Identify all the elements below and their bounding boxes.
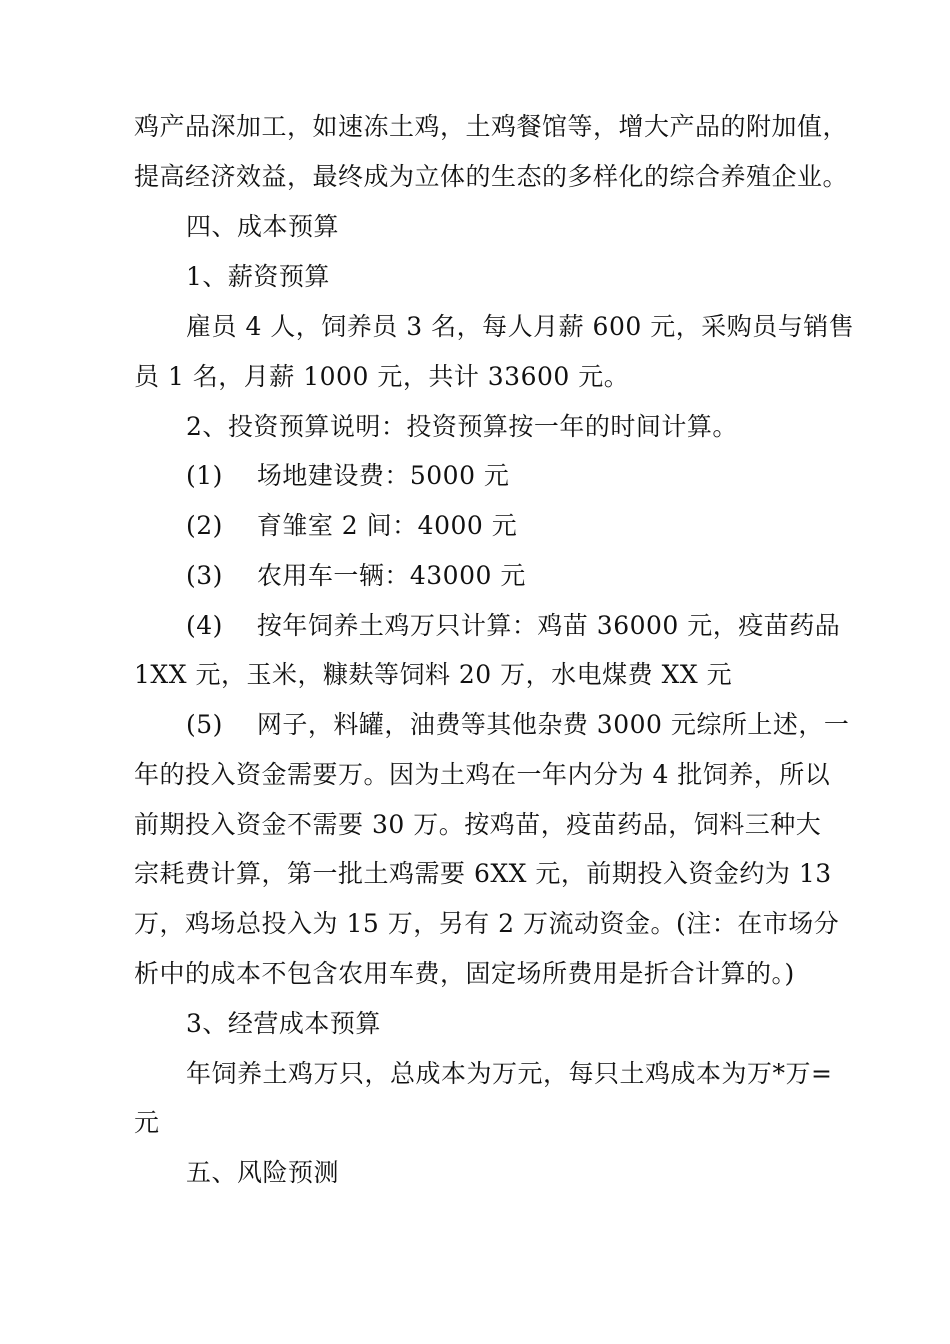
section-heading: 五、风险预测 bbox=[186, 1158, 340, 1187]
list-item: (4) 按年饲养土鸡万只计算：鸡苗 36000 元，疫苗药品 bbox=[186, 611, 841, 640]
paragraph-line: 元 bbox=[134, 1108, 160, 1137]
list-item: (2) 育雏室 2 间：4000 元 bbox=[186, 511, 518, 540]
list-item: (1) 场地建设费：5000 元 bbox=[186, 461, 510, 490]
paragraph-line: 员 1 名，月薪 1000 元，共计 33600 元。 bbox=[134, 362, 630, 391]
list-item: (5) 网子，料罐，油费等其他杂费 3000 元综所上述，一 bbox=[186, 710, 850, 739]
paragraph-line: 宗耗费计算，第一批土鸡需要 6XX 元，前期投入资金约为 13 bbox=[134, 859, 832, 888]
paragraph-line: 鸡产品深加工，如速冻土鸡，土鸡餐馆等，增大产品的附加值， bbox=[134, 112, 849, 141]
subsection-heading: 3、经营成本预算 bbox=[186, 1009, 381, 1038]
paragraph-line: 提高经济效益，最终成为立体的生态的多样化的综合养殖企业。 bbox=[134, 162, 849, 191]
paragraph-line: 前期投入资金不需要 30 万。按鸡苗，疫苗药品，饲料三种大 bbox=[134, 810, 822, 839]
paragraph-line: 年的投入资金需要万。因为土鸡在一年内分为 4 批饲养，所以 bbox=[134, 760, 831, 789]
paragraph-line: 析中的成本不包含农用车费，固定场所费用是折合计算的。) bbox=[134, 959, 795, 988]
list-item-continuation: 1XX 元，玉米，糠麸等饲料 20 万，水电煤费 XX 元 bbox=[134, 660, 733, 689]
paragraph-line: 雇员 4 人，饲养员 3 名，每人月薪 600 元，采购员与销售 bbox=[186, 312, 855, 341]
subsection-heading: 2、投资预算说明：投资预算按一年的时间计算。 bbox=[186, 412, 738, 441]
paragraph-line: 万，鸡场总投入为 15 万，另有 2 万流动资金。(注：在市场分 bbox=[134, 909, 840, 938]
section-heading: 四、成本预算 bbox=[186, 212, 340, 241]
list-item: (3) 农用车一辆：43000 元 bbox=[186, 561, 526, 590]
subsection-heading: 1、薪资预算 bbox=[186, 262, 330, 291]
paragraph-line: 年饲养土鸡万只，总成本为万元，每只土鸡成本为万*万= bbox=[186, 1059, 833, 1088]
